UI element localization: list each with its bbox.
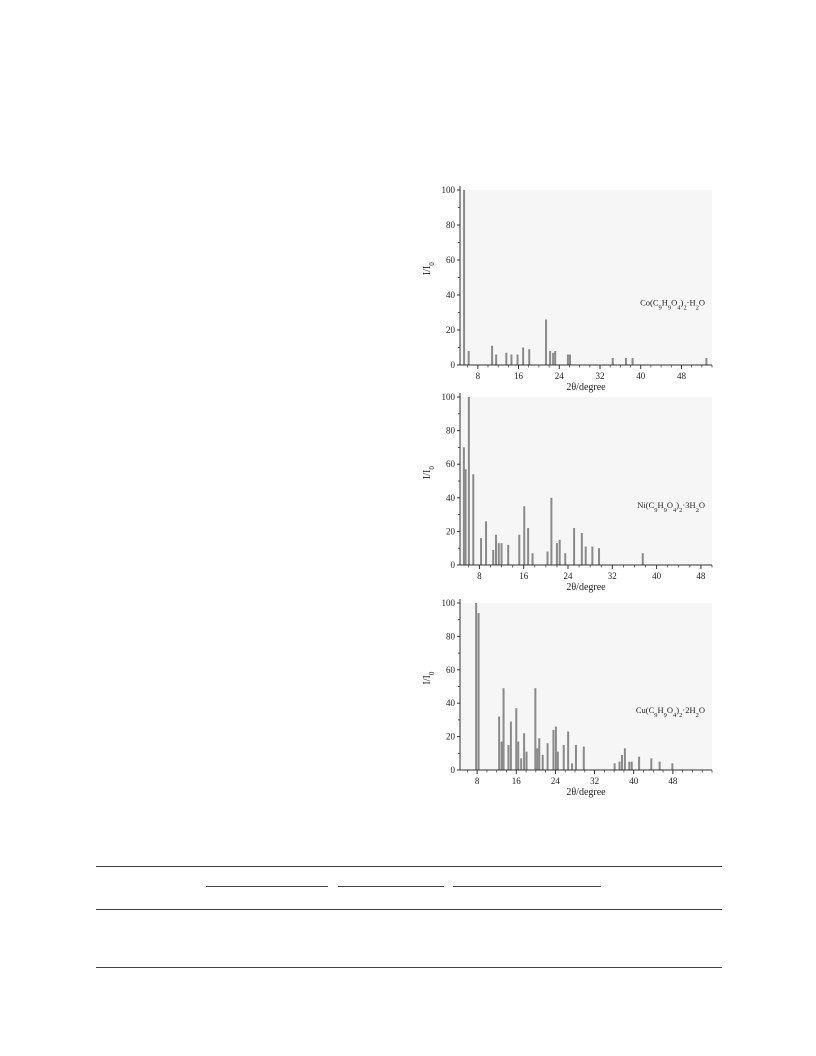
bar-ni [507,545,509,565]
x-tick-label-ni: 8 [477,571,482,581]
table-top-rule [96,866,722,867]
x-tick-label-ni: 48 [696,571,706,581]
bar-ni [492,550,494,565]
bar-cu [628,762,630,770]
x-axis-label-co: 2θ/degree [566,382,606,393]
x-tick-label-co: 32 [595,371,605,381]
bar-cu [503,688,505,770]
bar-cu [478,613,480,770]
bar-cu [650,758,652,770]
y-tick-label-cu: 80 [446,631,455,642]
table-header-rule [96,909,722,910]
y-tick-label-ni: 80 [446,425,455,436]
bar-ni [585,547,587,565]
xrd-figure-svg [410,180,720,805]
x-axis-label-cu: 2θ/degree [566,787,606,798]
y-tick-label-cu: 40 [446,698,455,709]
table-group-rule-1 [206,886,328,887]
bar-cu [567,732,569,770]
y-tick-label-co: 60 [446,255,455,265]
bar-cu [547,743,549,770]
chart-panel-ni [422,392,712,593]
bar-ni [559,540,561,565]
bar-co [491,346,493,365]
y-tick-label-co: 20 [446,325,455,335]
bar-cu [507,745,509,770]
x-tick-label-cu: 32 [590,776,600,786]
y-axis-label-cu: $I/I_0$ [422,671,436,685]
bar-cu [619,762,621,770]
bar-ni [564,553,566,565]
bar-cu [563,745,565,770]
y-axis-label-co: $I/I_0$ [422,262,436,276]
bar-cu [475,603,477,770]
x-tick-label-co: 16 [514,371,524,381]
y-tick-label-ni: 40 [446,492,455,503]
bar-co [625,358,627,365]
bar-ni [527,528,529,565]
bar-co [552,353,554,365]
annotation-ni: $Ni(C_9H_9O_4)_2\cdot 3H_2O$ [637,499,705,514]
bar-cu [542,755,544,770]
bar-cu [621,755,623,770]
bar-ni [523,506,525,565]
bar-co [632,358,634,365]
chart-panel-co [422,185,712,393]
x-tick-label-cu: 16 [511,776,521,786]
y-tick-label-cu: 20 [446,731,455,742]
bar-co [510,355,512,366]
bar-co [505,353,507,365]
y-tick-label-co: 40 [446,290,455,300]
bar-cu [526,752,528,770]
bar-ni [581,533,583,565]
bar-ni [468,397,470,565]
bar-co [468,351,470,365]
bar-ni [556,543,558,565]
bar-ni [472,474,474,565]
bar-ni [498,543,500,565]
y-tick-label-co: 100 [441,185,455,195]
bar-cu [517,742,519,770]
table-bottom-rule [96,967,722,968]
bar-co [612,358,614,365]
bar-ni [485,521,487,565]
y-tick-label-ni: 60 [446,459,455,470]
table-group-rule-2 [338,886,444,887]
bar-ni [480,538,482,565]
y-tick-label-cu: 0 [450,765,455,775]
x-tick-label-co: 24 [554,371,564,381]
bar-co [569,355,571,366]
y-axis-label-ni: $I/I_0$ [422,466,436,480]
bar-co [495,355,497,366]
bar-co [463,190,465,365]
bar-cu [631,762,633,770]
bar-cu [536,748,538,770]
x-tick-label-ni: 16 [519,571,529,581]
x-tick-label-cu: 40 [629,776,639,786]
x-tick-label-cu: 8 [474,776,480,786]
bar-cu [671,763,673,770]
bar-cu [515,708,517,770]
x-tick-label-cu: 24 [550,776,560,786]
plot-area-ni [460,397,712,565]
plot-area-co [460,190,712,365]
bar-cu [534,688,536,770]
y-tick-label-cu: 100 [441,598,455,608]
bar-cu [520,758,522,770]
bar-ni [598,548,600,565]
x-tick-label-cu: 48 [668,776,678,786]
y-tick-label-cu: 60 [446,664,455,675]
bar-cu [575,745,577,770]
plot-area-cu [460,603,712,770]
bar-cu [552,730,554,770]
x-tick-label-ni: 40 [652,571,662,581]
bar-ni [495,535,497,565]
x-axis-label-ni: 2θ/degree [566,582,606,593]
bar-cu [557,752,559,770]
bar-co [545,320,547,366]
bar-co [517,355,519,366]
x-tick-label-co: 48 [676,371,686,381]
bar-cu [659,762,661,770]
x-tick-label-ni: 32 [607,571,617,581]
table-group-rule-3 [453,886,601,887]
bar-ni [591,547,593,565]
bar-cu [624,748,626,770]
bar-cu [638,757,640,770]
y-tick-label-ni: 0 [450,560,455,570]
xrd-figure [410,180,720,805]
bar-ni [642,553,644,565]
bar-cu [498,717,500,770]
bar-co [528,349,530,365]
bar-ni [465,469,467,565]
x-tick-label-ni: 24 [563,571,573,581]
bar-cu [614,763,616,770]
x-tick-label-co: 40 [636,371,646,381]
bar-ni [547,552,549,565]
bar-cu [583,747,585,770]
annotation-co: $Co(C_9H_9O_4)_2\cdot H_2O$ [640,297,705,311]
bar-co [522,348,524,366]
bar-cu [510,722,512,770]
x-tick-label-co: 8 [475,371,481,381]
bar-ni [573,528,575,565]
bar-cu [571,763,573,770]
bar-ni [501,543,503,565]
y-tick-label-ni: 100 [441,392,455,402]
bar-ni [532,553,534,565]
bar-cu [501,742,503,770]
y-tick-label-co: 80 [446,220,455,230]
bar-co [549,351,551,365]
bar-co [554,351,556,365]
y-tick-label-co: 0 [450,360,455,370]
bar-cu [523,733,525,770]
y-tick-label-ni: 20 [446,526,455,537]
bar-cu [555,727,557,770]
bar-co [705,358,707,365]
bar-ni [550,498,552,565]
bar-co [567,355,569,366]
bar-ni [518,535,520,565]
annotation-cu: $Cu(C_9H_9O_4)_2\cdot 2H_2O$ [635,705,705,719]
chart-panel-cu [422,598,712,798]
bar-cu [538,738,540,770]
